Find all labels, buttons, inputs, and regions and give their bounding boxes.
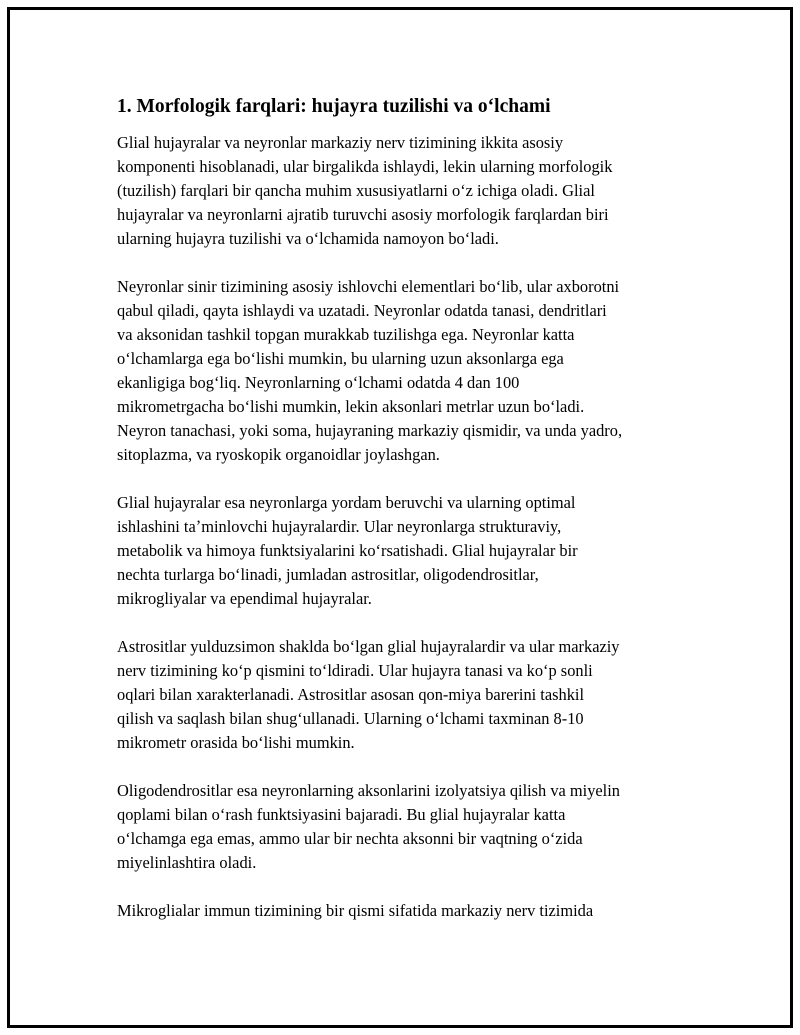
text-line: qilish va saqlash bilan shugʻullanadi. Ularning oʻlchami taxminan 8-10 [117,709,584,728]
text-line: ekanligiga bogʻliq. Neyronlarning oʻlchami odatda 4 dan 100 [117,373,520,392]
text-line: Glial hujayralar va neyronlar markaziy nerv tizimining ikkita asosiy [117,133,564,152]
text-line: hujayralar va neyronlarni ajratib turuvchi asosiy morfologik farqlardan biri [117,205,609,224]
text-line: Oligodendrositlar esa neyronlarning aksonlarini izolyatsiya qilish va miyelin [117,781,620,800]
text-line: metabolik va himoya funktsiyalarini koʻrsatishadi. Glial hujayralar bir [117,541,578,560]
text-line: va aksonidan tashkil topgan murakkab tuzilishga ega. Neyronlar katta [117,325,575,344]
document-body [117,95,692,947]
section-heading: 1. Morfologik farqlari: hujayra tuzilishi va oʻlchami [117,96,551,117]
text-line: qoplami bilan oʻrash funktsiyasini bajaradi. Bu glial hujayralar katta [117,805,566,824]
text-line: sitoplazma, va ryoskopik organoidlar joylashgan. [117,445,440,464]
text-line: oʻlchamlarga ega boʻlishi mumkin, bu ularning uzun aksonlarga ega [117,349,564,368]
text-line: Glial hujayralar esa neyronlarga yordam beruvchi va ularning optimal [117,493,576,512]
paragraph-microglia [117,899,692,923]
text-line: ularning hujayra tuzilishi va oʻlchamida namoyon boʻladi. [117,229,499,248]
text-line: nechta turlarga boʻlinadi, jumladan astrositlar, oligodendrositlar, [117,565,539,584]
text-line: nerv tizimining koʻp qismini toʻldiradi. Ular hujayra tanasi va koʻp sonli [117,661,593,680]
text-line: mikrometrgacha boʻlishi mumkin, lekin aksonlari metrlar uzun boʻladi. [117,397,585,416]
text-line: Neyronlar sinir tizimining asosiy ishlovchi elementlari boʻlib, ular axborotni [117,277,620,296]
text-line: Neyron tanachasi, yoki soma, hujayraning markaziy qismidir, va unda yadro, [117,421,623,440]
text-line: mikrogliyalar va ependimal hujayralar. [117,589,372,608]
text-line: Astrositlar yulduzsimon shaklda boʻlgan glial hujayralardir va ular markaziy [117,637,620,656]
paragraph-glial-cells [117,491,692,611]
text-line: oʻlchamga ega emas, ammo ular bir nechta aksonni bir vaqtning oʻzida [117,829,583,848]
paragraph-astrocytes [117,635,692,755]
text-line: qabul qiladi, qayta ishlaydi va uzatadi. Neyronlar odatda tanasi, dendritlari [117,301,607,320]
text-line: komponenti hisoblanadi, ular birgalikda ishlaydi, lekin ularning morfologik [117,157,613,176]
text-line: (tuzilish) farqlari bir qancha muhim xususiyatlarni oʻz ichiga oladi. Glial [117,181,595,200]
paragraph-oligodendrocytes [117,779,692,875]
paragraph-neurons [117,275,692,467]
text-line: Mikroglialar immun tizimining bir qismi sifatida markaziy nerv tizimida [117,901,594,920]
paragraph-intro [117,131,692,251]
text-line: mikrometr orasida boʻlishi mumkin. [117,733,355,752]
text-line: oqlari bilan xarakterlanadi. Astrositlar asosan qon-miya barerini tashkil [117,685,584,704]
text-line: ishlashini taʼminlovchi hujayralardir. Ular neyronlarga strukturaviy, [117,517,562,536]
text-line: miyelinlashtira oladi. [117,853,257,872]
